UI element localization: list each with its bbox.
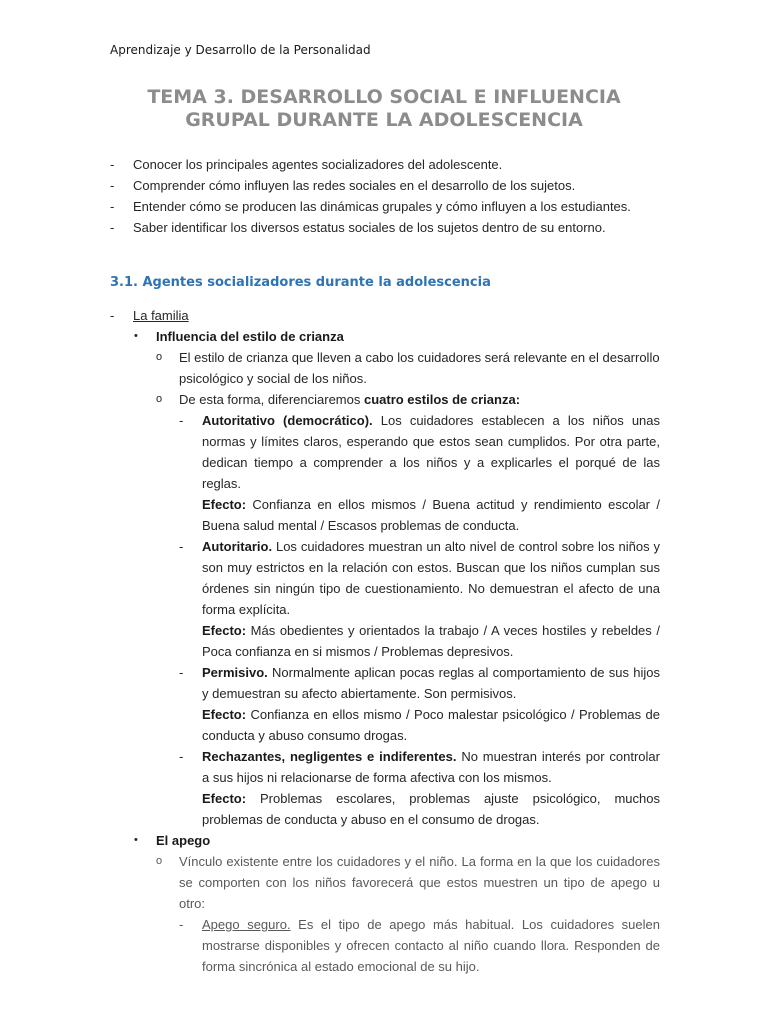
parenting-paragraph-2: [110, 389, 660, 410]
style-effect: [202, 704, 660, 746]
effect-label: Efecto:: [202, 707, 247, 722]
style-item-authoritarian: [110, 536, 660, 662]
dash-marker: -: [179, 665, 184, 680]
family-label: La familia: [133, 308, 189, 323]
parenting-paragraph-1: [110, 347, 660, 389]
style-effect: [202, 494, 660, 536]
effect-text: Confianza en ellos mismo / Poco malestar psicológico / Problemas de conducta y abuso consumo drogas.: [202, 707, 660, 743]
objective-item: [110, 196, 670, 217]
circle-marker: o: [156, 393, 163, 405]
objective-text: Conocer los principales agentes socializadores del adolescente.: [133, 157, 503, 172]
dash-marker: -: [179, 917, 184, 932]
attachment-item: [110, 830, 660, 851]
style-name: Permisivo.: [202, 665, 268, 680]
style-item-authoritative: [110, 410, 660, 536]
style-description: [202, 536, 660, 620]
effect-label: Efecto:: [202, 623, 247, 638]
style-desc: Los cuidadores establecen a los niños unas normas y límites claros, esperando que estos sean cumplidos. Por otra parte, dedican tiempo a comprender a los niños y a explicarles el porqué de las reglas.: [202, 413, 661, 491]
family-item: [110, 305, 660, 326]
style-name: Autoritativo (democrático).: [202, 413, 373, 428]
objective-item: [110, 217, 670, 238]
style-description: [202, 410, 660, 494]
attachment-label: El apego: [156, 833, 211, 848]
objectives-list: [110, 154, 670, 238]
section-heading: 3.1. Agentes socializadores durante la adolescencia: [110, 275, 491, 290]
paragraph-text: Vínculo existente entre los cuidadores y el niño. La forma en la que los cuidadores se comporten con los niños favorecerá que estos muestren un tipo de apego u otro:: [179, 854, 660, 911]
effect-text: Más obedientes y orientados la trabajo / A veces hostiles y rebeldes / Poca confianza en si mismos / Problemas depresivos.: [202, 623, 660, 659]
style-item-neglectful: [110, 746, 660, 830]
paragraph-text: De esta forma, diferenciaremos: [179, 392, 364, 407]
title-line-2: GRUPAL DURANTE LA ADOLESCENCIA: [185, 109, 583, 131]
bullet-marker: •: [134, 834, 138, 846]
attachment-type-name: Apego seguro.: [202, 917, 291, 932]
parenting-item: [110, 326, 660, 347]
section-body: [110, 305, 660, 977]
style-effect: [202, 620, 660, 662]
objective-item: [110, 175, 670, 196]
running-header: Aprendizaje y Desarrollo de la Personalidad: [110, 43, 371, 57]
paragraph-bold: cuatro estilos de crianza:: [363, 392, 521, 407]
circle-marker: o: [156, 351, 163, 363]
effect-text: Problemas escolares, problemas ajuste psicológico, muchos problemas de conducta y abuso en el consumo de drogas.: [202, 791, 660, 827]
parenting-label: Influencia del estilo de crianza: [156, 329, 344, 344]
dash-marker: -: [110, 157, 115, 172]
dash-marker: -: [179, 749, 184, 764]
dash-marker: -: [110, 308, 115, 323]
paragraph-text: El estilo de crianza que lleven a cabo los cuidadores será relevante en el desarrollo psicológico y social de los niños.: [179, 350, 660, 386]
page-title: [0, 86, 768, 132]
dash-marker: -: [110, 199, 115, 214]
title-line-1: TEMA 3. DESARROLLO SOCIAL E INFLUENCIA: [147, 86, 621, 108]
circle-marker: o: [156, 855, 163, 867]
style-desc: Normalmente aplican pocas reglas al comportamiento de sus hijos y demuestran su afecto abiertamente. Son permisivos.: [202, 665, 660, 701]
dash-marker: -: [179, 413, 184, 428]
style-desc: Los cuidadores muestran un alto nivel de control sobre los niños y son muy estrictos en la relación con estos. Buscan que los niños cumplan sus órdenes sin ningún tipo de cuestionamiento. No demuestran el afecto de una forma explícita.: [202, 539, 660, 617]
style-desc: No muestran interés por controlar a sus hijos ni relacionarse de forma afectiva con los mismos.: [202, 749, 660, 785]
style-description: [202, 746, 660, 788]
objective-text: Comprender cómo influyen las redes sociales en el desarrollo de los sujetos.: [133, 178, 576, 193]
objective-text: Saber identificar los diversos estatus sociales de los sujetos dentro de su entorno.: [133, 220, 606, 235]
dash-marker: -: [110, 220, 115, 235]
style-description: [202, 662, 660, 704]
objective-item: [110, 154, 670, 175]
style-effect: [202, 788, 660, 830]
effect-text: Confianza en ellos mismos / Buena actitud y rendimiento escolar / Buena salud mental / Escasos problemas de conducta.: [202, 497, 660, 533]
effect-label: Efecto:: [202, 791, 247, 806]
dash-marker: -: [110, 178, 115, 193]
attachment-type-secure: [110, 914, 660, 977]
bullet-marker: •: [134, 330, 138, 342]
style-item-permissive: [110, 662, 660, 746]
objective-text: Entender cómo se producen las dinámicas grupales y cómo influyen a los estudiantes.: [133, 199, 631, 214]
effect-label: Efecto:: [202, 497, 247, 512]
dash-marker: -: [179, 539, 184, 554]
attachment-type-desc: Es el tipo de apego más habitual. Los cuidadores suelen mostrarse disponibles y ofrecen contacto al niño cuando llora. Responden de forma sincrónica al estado emocional de su hijo.: [202, 917, 660, 974]
style-name: Rechazantes, negligentes e indiferentes.: [202, 749, 457, 764]
attachment-paragraph: [110, 851, 660, 914]
style-name: Autoritario.: [202, 539, 273, 554]
